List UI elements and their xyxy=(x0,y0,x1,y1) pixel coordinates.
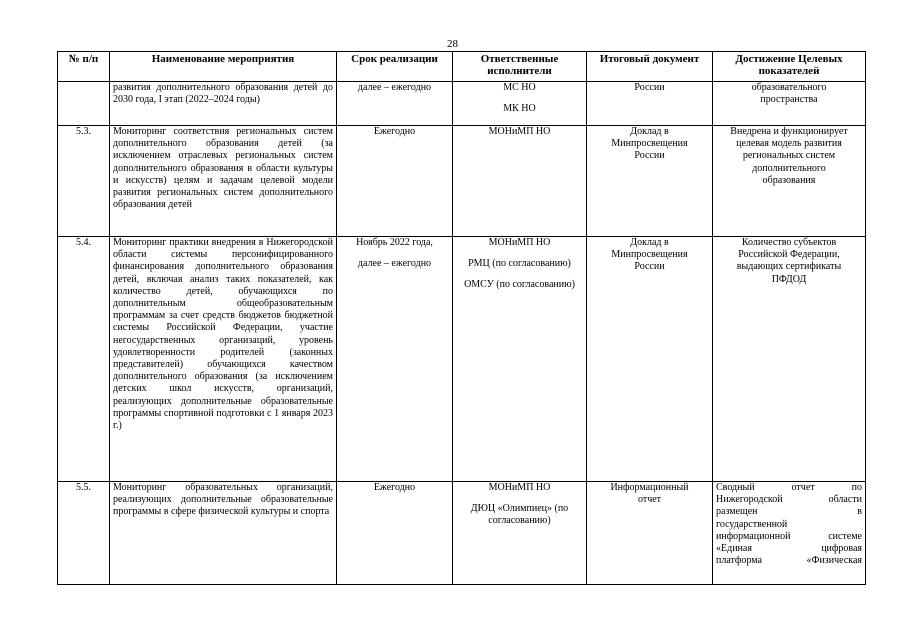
goal-line: ПФДОД xyxy=(771,273,807,285)
goal-line: региональных систем xyxy=(742,150,836,162)
row-num: 5.5. xyxy=(58,482,110,585)
goal-line: «Единая цифровая xyxy=(716,543,862,555)
row-num xyxy=(58,82,110,126)
row-name: Мониторинг образовательных организаций, реализующих дополнительные образовательные программы в сфере физической культуры и спорта xyxy=(110,482,337,585)
document-line: Информационный xyxy=(610,482,689,493)
row-responsible xyxy=(453,126,587,237)
document-line: России xyxy=(634,150,665,162)
goal-line: Внедрена и функционирует xyxy=(730,126,848,137)
header-name: Наименование мероприятия xyxy=(110,52,337,82)
table-row xyxy=(58,126,866,237)
responsible-line: МС НО xyxy=(503,82,536,93)
term-line: Ноябрь 2022 года, xyxy=(356,237,433,248)
responsible-line: МК НО xyxy=(503,103,536,115)
goal-line: Российской Федерации, xyxy=(738,249,840,261)
responsible-line: МОНиМП НО xyxy=(488,126,551,137)
table-row xyxy=(58,482,866,585)
document-line: России xyxy=(634,261,665,273)
row-goal xyxy=(713,126,866,237)
row-num: 5.4. xyxy=(58,237,110,482)
goal-line: Сводный отчет по xyxy=(716,482,862,493)
goal-line: государственной xyxy=(716,518,788,530)
goal-line: платформа «Физическая xyxy=(716,555,862,567)
responsible-line: МОНиМП НО xyxy=(488,237,551,248)
row-term xyxy=(337,237,453,482)
row-name: развития дополнительного образования детей до 2030 года, I этап (2022–2024 годы) xyxy=(110,82,337,126)
row-name: Мониторинг практики внедрения в Нижегородской области системы персонифицированного финансирования дополнительного образования детей, включая анализ таких показателей, как количество детей, обучающихся по дополнительным общеобразовательным программам за счет средств бюджетов бюджетной системы Российской Федерации, участие негосударственных организаций, уровень удовлетворенности родителей (законных представителей) обучающихся качеством дополнительного образования (за исключением детских школ искусств, организаций, реализующих дополнительные образовательные программы спортивной подготовки с 1 января 2023 г.) xyxy=(110,237,337,482)
plan-table xyxy=(57,51,866,585)
goal-line: выдающих сертификаты xyxy=(736,261,842,273)
term-line: Ежегодно xyxy=(373,126,416,137)
table-header-row xyxy=(58,52,866,82)
goal-line: пространства xyxy=(760,94,818,106)
header-document: Итоговый документ xyxy=(587,52,713,82)
document-line: отчет xyxy=(637,494,662,506)
header-responsible: Ответственные исполнители xyxy=(453,52,587,82)
goal-line: размещен в xyxy=(716,506,862,518)
row-document xyxy=(587,482,713,585)
goal-line: информационной системе xyxy=(716,530,862,542)
row-responsible xyxy=(453,237,587,482)
goal-line: дополнительного xyxy=(752,162,826,174)
row-term xyxy=(337,126,453,237)
goal-line: целевая модель развития xyxy=(736,138,842,150)
row-name: Мониторинг соответствия региональных систем дополнительного образования детей (за исключением отраслевых региональных систем дополнительного образования в области культуры и искусств) целям и задачам целевой модели развития региональных систем дополнительного образования детей xyxy=(110,126,337,237)
table-row xyxy=(58,237,866,482)
term-line: далее – ежегодно xyxy=(357,82,432,93)
row-responsible xyxy=(453,482,587,585)
page-number: 28 xyxy=(447,38,458,50)
responsible-line: РМЦ (по согласованию) xyxy=(468,258,571,270)
row-goal xyxy=(713,82,866,126)
row-term xyxy=(337,482,453,585)
document-line: Минпросвещения xyxy=(611,249,688,261)
header-num: № п/п xyxy=(58,52,110,82)
term-line: далее – ежегодно xyxy=(357,258,432,270)
document-line: Доклад в xyxy=(630,237,669,248)
row-goal xyxy=(713,237,866,482)
responsible-line: МОНиМП НО xyxy=(488,482,551,493)
goal-line: образовательного xyxy=(751,82,827,93)
document-line: России xyxy=(634,82,665,93)
responsible-line: ДЮЦ «Олимпиец» (по согласованию) xyxy=(470,503,569,527)
row-document xyxy=(587,82,713,126)
goal-line: Нижегородской области xyxy=(716,494,862,506)
document-line: Доклад в xyxy=(630,126,669,137)
row-goal xyxy=(713,482,866,585)
goal-line: образования xyxy=(762,174,816,186)
goal-line: Количество субъектов xyxy=(741,237,837,248)
row-responsible xyxy=(453,82,587,126)
header-term: Срок реализации xyxy=(337,52,453,82)
term-line: Ежегодно xyxy=(373,482,416,493)
row-num: 5.3. xyxy=(58,126,110,237)
row-document xyxy=(587,126,713,237)
table-row xyxy=(58,82,866,126)
row-document xyxy=(587,237,713,482)
header-goal: Достижение Целевых показателей xyxy=(713,52,866,82)
document-line: Минпросвещения xyxy=(611,138,688,150)
row-term xyxy=(337,82,453,126)
responsible-line: ОМСУ (по согласованию) xyxy=(464,279,575,291)
